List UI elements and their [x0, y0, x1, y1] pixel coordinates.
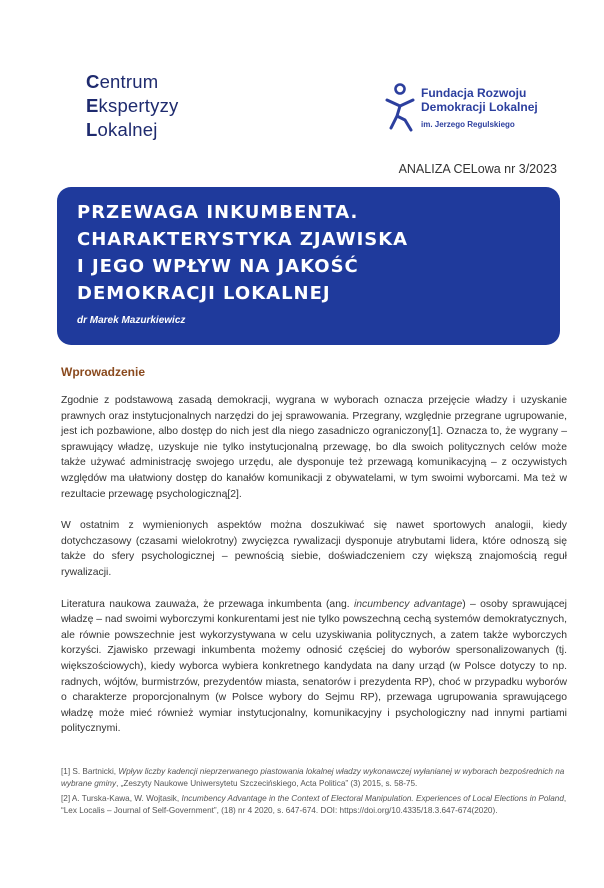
document-title	[77, 199, 547, 307]
paragraph-2: W ostatnim z wymienionych aspektów można doszukiwać się nawet sportowych analogii, kiedy dotychczasowy (czasami wielokrotny) zwycięzca rywalizacji dysponuje atrybutami lidera, które odnoszą się także do sfery psychologicznej – pewnością siebie, doświadczeniem czy większą znajomością reguł rywalizacji.	[61, 520, 567, 578]
foundation-name-line1: Fundacja Rozwoju	[421, 86, 527, 100]
logo-line-1: Centrum	[86, 71, 159, 92]
title-line: I JEGO WPŁYW NA JAKOŚĆ	[77, 256, 359, 277]
paragraph-3: Literatura naukowa zauważa, że przewaga inkumbenta (ang. incumbency advantage) – osoby sprawującej władzę – nad swoimi wyborczymi konkurentami jest nie tylko powszechną cechą systemów demokratycznych, ale równie powszechnie jest wykorzystywana w celu uzyskiwania politycznych, a zatem także wyborczych korzyści. Zjawisko przewagi inkumbenta możemy odnosić częściej do wyborów spersonalizowanych (tj. większościowych), kiedy wyborca wybiera konkretnego kandydata na dany urząd (w Polsce dotyczy to np. radnych, wójtów, burmistrzów, prezydentów miasta, senatorów i prezydenta RP), choć w przypadku wyborów o charakterze proporcjonalnym (w Polsce wybory do Sejmu RP), przewaga ugrupowania sprawującego władzę może mieć również wymiar instytucjonalny, komunikacyjny i psychologiczny nad innymi partiami politycznymi.	[61, 598, 567, 735]
body-text	[61, 393, 567, 753]
title-line: DEMOKRACJI LOKALNEJ	[77, 283, 331, 304]
logo-line-2: Ekspertyzy	[86, 95, 179, 116]
title-banner	[57, 187, 560, 345]
foundation-logo	[383, 82, 563, 134]
title-line: PRZEWAGA INKUMBENTA.	[77, 202, 359, 223]
paragraph-1: Zgodnie z podstawową zasadą demokracji, wygrana w wyborach oznacza przejęcie władzy i uzyskanie prawnych oraz instytucjonalnych narzędzi do jej sprawowania. Przegrany, względnie przegrane ugrupowanie, jest ich pozbawione, albo dostęp do nich jest dla niego zasadniczo ograniczony[1]. Oznacza to, że wygrany – sprawujący władzę, uzyskuje nie tylko instytucjonalną przewagę, bo dla swoich politycznych celów może także używać administrację swojego urzędu, ale dysponuje też przewagą komunikacyjną – z oczywistych względów ma ułatwiony dostęp do kanałów komunikacji z obywatelami, w tym swoimi wyborcami. Ma też w rezultacie przewagę psychologiczną[2].	[61, 395, 567, 500]
foundation-patron: im. Jerzego Regulskiego	[421, 120, 515, 129]
footnote-2: [2] A. Turska-Kawa, W. Wojtasik, Incumbency Advantage in the Context of Electoral Manipulation. Experiences of Local Elections in Poland, “Lex Localis – Journal of Self-Government”, (18) nr 4 2020, s. 647-674. DOI: https://doi.org/10.4335/18.3.647-674(2020).	[61, 794, 567, 815]
series-number: ANALIZA CELowa nr 3/2023	[398, 162, 557, 176]
author: dr Marek Mazurkiewicz	[77, 315, 186, 326]
person-figure-icon	[383, 82, 417, 134]
section-heading: Wprowadzenie	[61, 365, 146, 379]
foundation-name-line2: Demokracji Lokalnej	[421, 100, 538, 114]
emphasis: incumbency advantage	[353, 598, 463, 610]
footnote-1: [1] S. Bartnicki, Wpływ liczby kadencji nieprzerwanego piastowania lokalnej władzy wykonawczej wyłanianej w wyborach bezpośrednich na wybrane gminy, „Zeszyty Naukowe Uniwersytetu Szczecińskiego, Acta Politica” (3) 2015, s. 58-75.	[61, 767, 565, 788]
title-line: CHARAKTERYSTYKA ZJAWISKA	[77, 229, 409, 250]
logo-line-3: Lokalnej	[86, 119, 158, 140]
centrum-logo	[86, 70, 178, 142]
footnotes	[61, 766, 567, 820]
